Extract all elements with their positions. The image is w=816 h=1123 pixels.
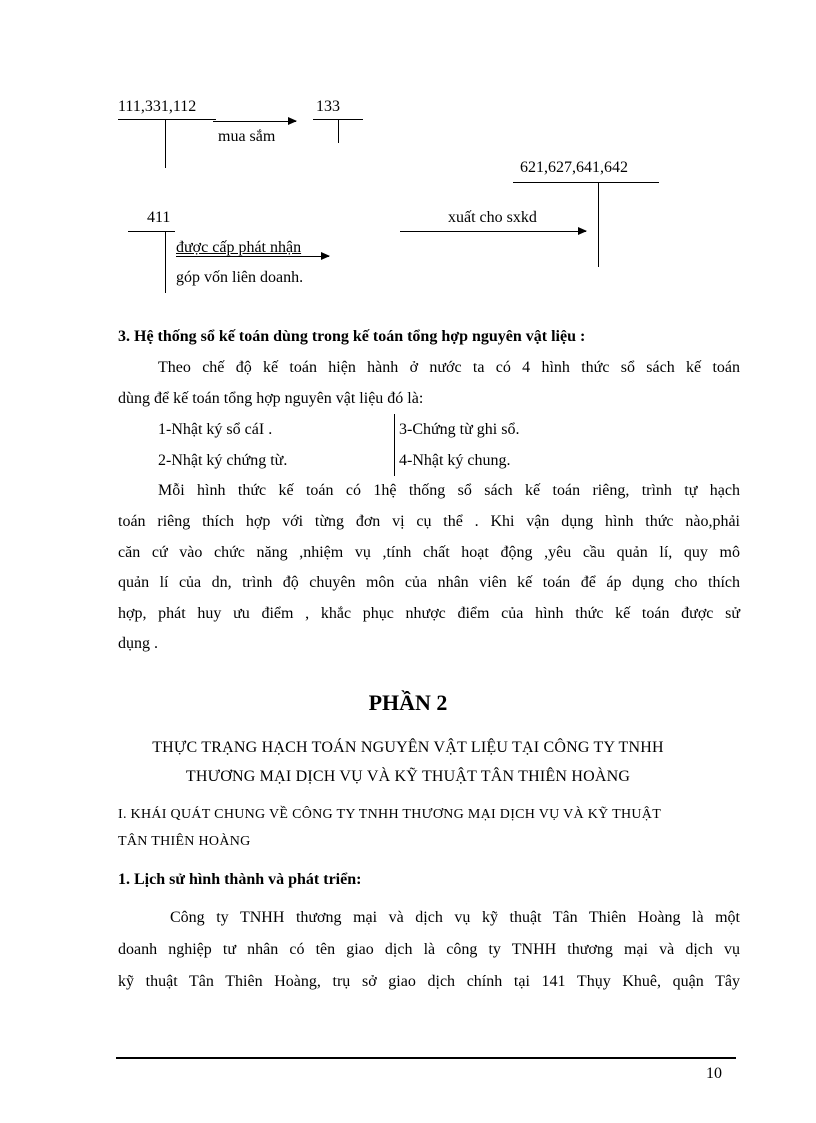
purchase-label: mua sắm [218,128,276,145]
section-i-heading-line1: I. KHÁI QUÁT CHUNG VỀ CÔNG TY TNHH THƯƠNG MẠI DỊCH VỤ VÀ KỸ THUẬT [118,807,662,822]
page-number: 10 [706,1065,722,1082]
allocated-label-line1: được cấp phát nhận [176,239,302,256]
paragraph-line: toán riêng thích hợp với từng đơn vị cụ thể . Khi vận dụng hình thức nào,phải [118,513,740,530]
account-621-vertical-line [598,182,599,267]
account-111-vertical-line [165,119,166,168]
form-item-3: 3-Chứng từ ghi sổ. [399,421,520,438]
allocated-label-line2: góp vốn liên doanh. [176,269,304,286]
paragraph-line: hợp, phát huy ưu điểm , khắc phục nhược điểm của hình thức kế toán được sử [118,605,740,622]
paragraph-line: doanh nghiệp tư nhân có tên giao dịch là công ty TNHH thương mại và dịch vụ [118,941,740,958]
paragraph-line: Mỗi hình thức kế toán có 1hệ thống sổ sách kế toán riêng, trình tự hạch [158,482,740,499]
section-3-intro-line2: dùng để kế toán tổng hợp nguyên vật liệu đó là: [118,390,424,407]
part-2-title: PHẦN 2 [368,690,448,715]
section-3-intro-line1: Theo chế độ kế toán hiện hành ở nước ta có 4 hình thức sổ sách kế toán [158,359,740,376]
history-heading: 1. Lịch sử hình thành và phát triển: [118,871,362,888]
section-i-heading-line2: TÂN THIÊN HOÀNG [118,834,251,849]
account-133-vertical-line [338,119,339,143]
part-2-subtitle-line1: THỰC TRẠNG HẠCH TOÁN NGUYÊN VẬT LIỆU TẠI CÔNG TY TNHH [152,739,664,756]
paragraph-line: Công ty TNHH thương mại và dịch vụ kỹ thuật Tân Thiên Hoàng là một [170,909,740,926]
account-111-label: 111,331,112 [118,98,197,115]
issue-label: xuất cho sxkd [448,209,537,226]
account-111-top-line [118,119,216,120]
account-411-top-line [128,231,175,232]
paragraph-line: căn cứ vào chức năng ,nhiệm vụ ,tính chất hoạt động ,yêu cầu quản lí, quy mô [118,544,740,561]
form-item-2: 2-Nhật ký chứng từ. [158,452,288,469]
form-item-4: 4-Nhật ký chung. [399,452,511,469]
issue-arrow [400,231,586,232]
forms-divider [394,414,395,476]
account-411-vertical-line [165,231,166,293]
account-621-top-line [513,182,659,183]
account-411-label: 411 [147,209,171,226]
paragraph-line: quản lí của dn, trình độ chuyên môn của nhân viên kế toán để áp dụng cho thích [118,574,740,591]
purchase-arrow [213,121,296,122]
footer-rule [116,1057,736,1059]
paragraph-line: dụng . [118,635,158,652]
account-133-label: 133 [316,98,340,115]
paragraph-line: kỹ thuật Tân Thiên Hoàng, trụ sở giao dịch chính tại 141 Thụy Khuê, quận Tây [118,973,740,990]
form-item-1: 1-Nhật ký sổ cáI . [158,421,273,438]
account-621-label: 621,627,641,642 [520,159,628,176]
allocated-arrow [176,256,329,257]
part-2-subtitle-line2: THƯƠNG MẠI DỊCH VỤ VÀ KỸ THUẬT TÂN THIÊN HOÀNG [185,768,631,785]
section-3-heading: 3. Hệ thống sổ kế toán dùng trong kế toán tổng hợp nguyên vật liệu : [118,328,586,345]
